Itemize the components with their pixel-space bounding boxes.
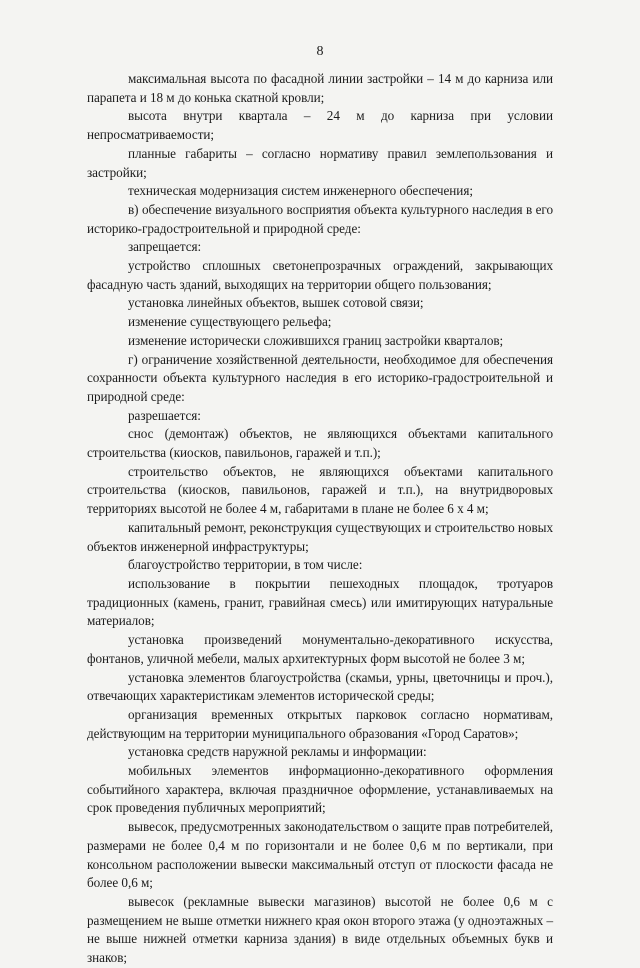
paragraph: запрещается: — [128, 239, 202, 255]
paragraph: капитальный ремонт, реконструкция существующих и строительство новых объектов инженерной инфраструктуры; — [87, 519, 553, 554]
paragraph: благоустройство территории, в том числе: — [128, 557, 363, 573]
paragraph: установка элементов благоустройства (скамьи, урны, цветочницы и проч.), отвечающих характеристикам элементов исторической среды; — [87, 669, 553, 704]
paragraph: техническая модернизация систем инженерного обеспечения; — [128, 183, 473, 199]
paragraph: использование в покрытии пешеходных площадок, тротуаров традиционных (камень, гранит, гравийная смесь) или имитирующих натуральные материалов; — [87, 575, 553, 629]
paragraph: разрешается: — [128, 407, 201, 423]
page-number: 8 — [316, 44, 324, 59]
document-body — [87, 70, 553, 968]
paragraph: в) обеспечение визуального восприятия объекта культурного наследия в его историко-градостроительной и природной среде: — [87, 201, 553, 236]
paragraph: изменение исторически сложившихся границ застройки кварталов; — [128, 332, 504, 348]
paragraph: мобильных элементов информационно-декоративного оформления событийного характера, включая праздничное оформление, устанавливаемых на срок проведения публичных мероприятий; — [87, 763, 553, 816]
paragraph: высота внутри квартала – 24 м до карниза при условии непросматриваемости; — [87, 108, 553, 143]
paragraph: установка средств наружной рекламы и информации: — [128, 744, 427, 760]
paragraph: г) ограничение хозяйственной деятельности, необходимое для обеспечения сохранности объекта культурного наследия в его историко-градостроительной и природной среде: — [87, 351, 553, 404]
paragraph: установка линейных объектов, вышек сотовой связи; — [128, 295, 424, 311]
paragraph: установка произведений монументально-декоративного искусства, фонтанов, уличной мебели, малых архитектурных форм высотой не более 3 м; — [87, 632, 553, 666]
paragraph: планные габариты – согласно нормативу правил землепользования и застройки; — [87, 145, 553, 180]
paragraph: устройство сплошных светонепрозрачных ограждений, закрывающих фасадную часть зданий, выходящих на территории общего пользования; — [87, 258, 553, 292]
paragraph: вывесок (рекламные вывески магазинов) высотой не более 0,6 м с размещением не выше отметки нижнего края окон второго этажа (у одноэтажных – не выше нижней отметки карниза здания) в виде отдельных объемных букв и знаков; — [87, 893, 553, 966]
paragraph: изменение существующего рельефа; — [128, 314, 332, 330]
paragraph: максимальная высота по фасадной линии застройки – 14 м до карниза или парапета и 18 м до конька скатной кровли; — [87, 71, 553, 105]
paragraph: снос (демонтаж) объектов, не являющихся объектами капитального строительства (киосков, павильонов, гаражей и т.п.); — [87, 426, 553, 461]
paragraph: вывесок, предусмотренных законодательством о защите прав потребителей, размерами не более 0,4 м по горизонтали и не более 0,6 м по вертикали, при консольном расположении вывески максимальный отступ от плоскости фасада не более 0,6 м; — [87, 819, 553, 891]
paragraph: строительство объектов, не являющихся объектами капитального строительства (киосков, павильонов, гаражей и т.п.), на внутридворовых территориях высотой не более 4 м, габаритами в плане не более 6 х 4 м; — [87, 463, 553, 517]
paragraph: организация временных открытых парковок согласно нормативам, действующим на территории муниципального образования «Город Саратов»; — [87, 706, 553, 741]
